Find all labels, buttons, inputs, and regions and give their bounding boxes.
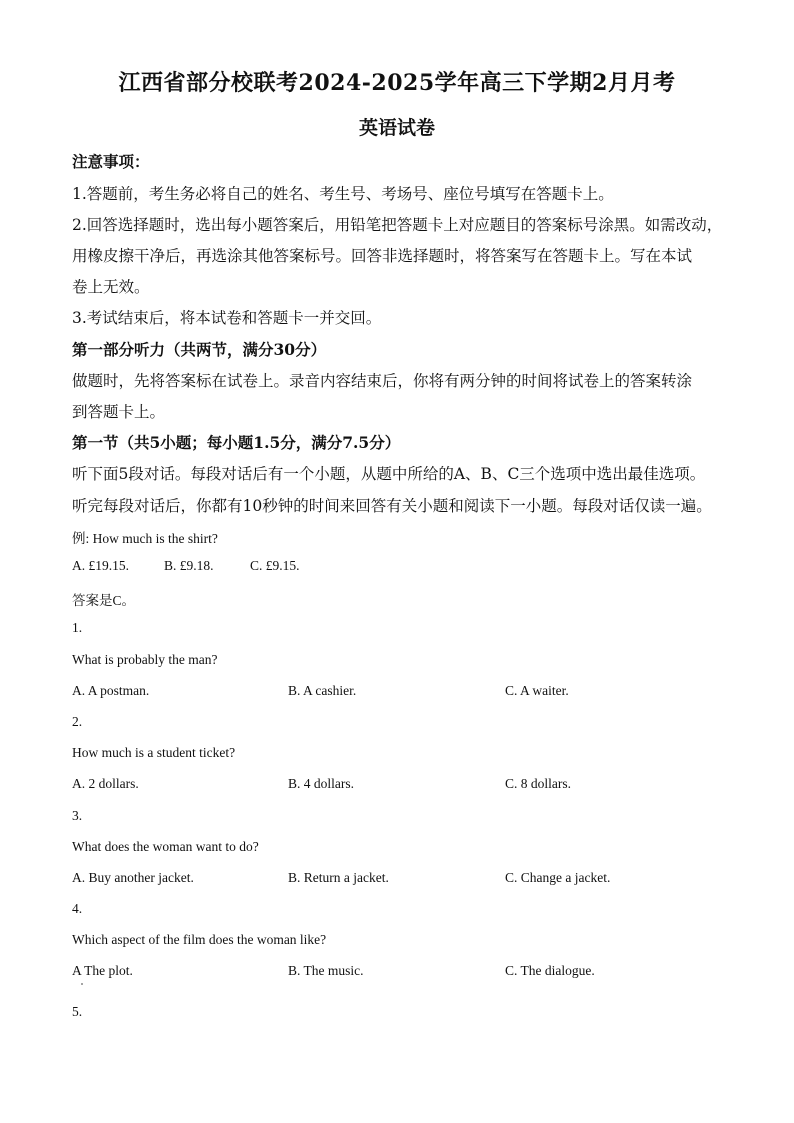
option-c: C. A waiter.: [505, 683, 569, 698]
note-item-2-line-1: 2.回答选择题时，选出每小题答案后，用铅笔把答题卡上对应题目的答案标号涂黑。如需改动，: [72, 216, 723, 234]
stray-mark: [81, 983, 83, 985]
example-answer: 答案是C。: [72, 593, 136, 608]
question-number: 3.: [72, 808, 83, 823]
note-item-2-line-3: 卷上无效。: [72, 278, 150, 296]
question-number: 1.: [72, 620, 83, 635]
question-number: 4.: [72, 901, 83, 916]
section1-intro-line-2: 听完每段对话后，你都有10秒钟的时间来回答有关小题和阅读下一小题。每段对话仅读一遍。: [72, 497, 712, 515]
part1-intro-line-2: 到答题卡上。: [72, 403, 166, 421]
section1-heading: 第一节（共5小题；每小题1.5分，满分7.5分）: [72, 433, 401, 452]
note-item-2-line-2: 用橡皮擦干净后，再选涂其他答案标号。回答非选择题时，将答案写在答题卡上。写在本试: [72, 247, 693, 265]
question-text: How much is a student ticket?: [72, 745, 236, 760]
question-text: What does the woman want to do?: [72, 839, 259, 854]
option-a: A. Buy another jacket.: [72, 870, 194, 885]
note-item-1: 1.答题前，考生务必将自己的姓名、考生号、考场号、座位号填写在答题卡上。: [72, 185, 614, 203]
option-a: A The plot.: [72, 963, 133, 978]
option-c: C. Change a jacket.: [505, 870, 611, 885]
note-item-3: 3.考试结束后，将本试卷和答题卡一并交回。: [72, 309, 382, 327]
page-subtitle: 英语试卷: [358, 117, 435, 139]
notes-heading: 注意事项：: [72, 152, 150, 171]
question-text: Which aspect of the film does the woman like?: [72, 932, 327, 947]
example-option-b: B. £9.18.: [164, 558, 214, 573]
option-a: A. A postman.: [72, 683, 150, 698]
part1-intro-line-1: 做题时，先将答案标在试卷上。录音内容结束后，你将有两分钟的时间将试卷上的答案转涂: [72, 372, 693, 390]
question-text: What is probably the man?: [72, 652, 218, 667]
example-question: 例: How much is the shirt?: [72, 531, 218, 546]
section1-intro-line-1: 听下面5段对话。每段对话后有一个小题，从题中所给的A、B、C三个选项中选出最佳选项。: [72, 465, 706, 483]
option-c: C. 8 dollars.: [505, 776, 571, 791]
option-a: A. 2 dollars.: [72, 776, 139, 791]
example-option-c: C. £9.15.: [250, 558, 300, 573]
question-number: 5.: [72, 1004, 83, 1019]
option-b: B. Return a jacket.: [288, 870, 389, 885]
option-c: C. The dialogue.: [505, 963, 595, 978]
option-b: B. The music.: [288, 963, 364, 978]
option-b: B. A cashier.: [288, 683, 357, 698]
question-number: 2.: [72, 714, 83, 729]
page-title: 江西省部分校联考2024-2025学年高三下学期2月月考: [118, 70, 676, 96]
example-option-a: A. £19.15.: [72, 558, 129, 573]
part1-heading: 第一部分听力（共两节，满分30分）: [72, 340, 327, 359]
option-b: B. 4 dollars.: [288, 776, 354, 791]
